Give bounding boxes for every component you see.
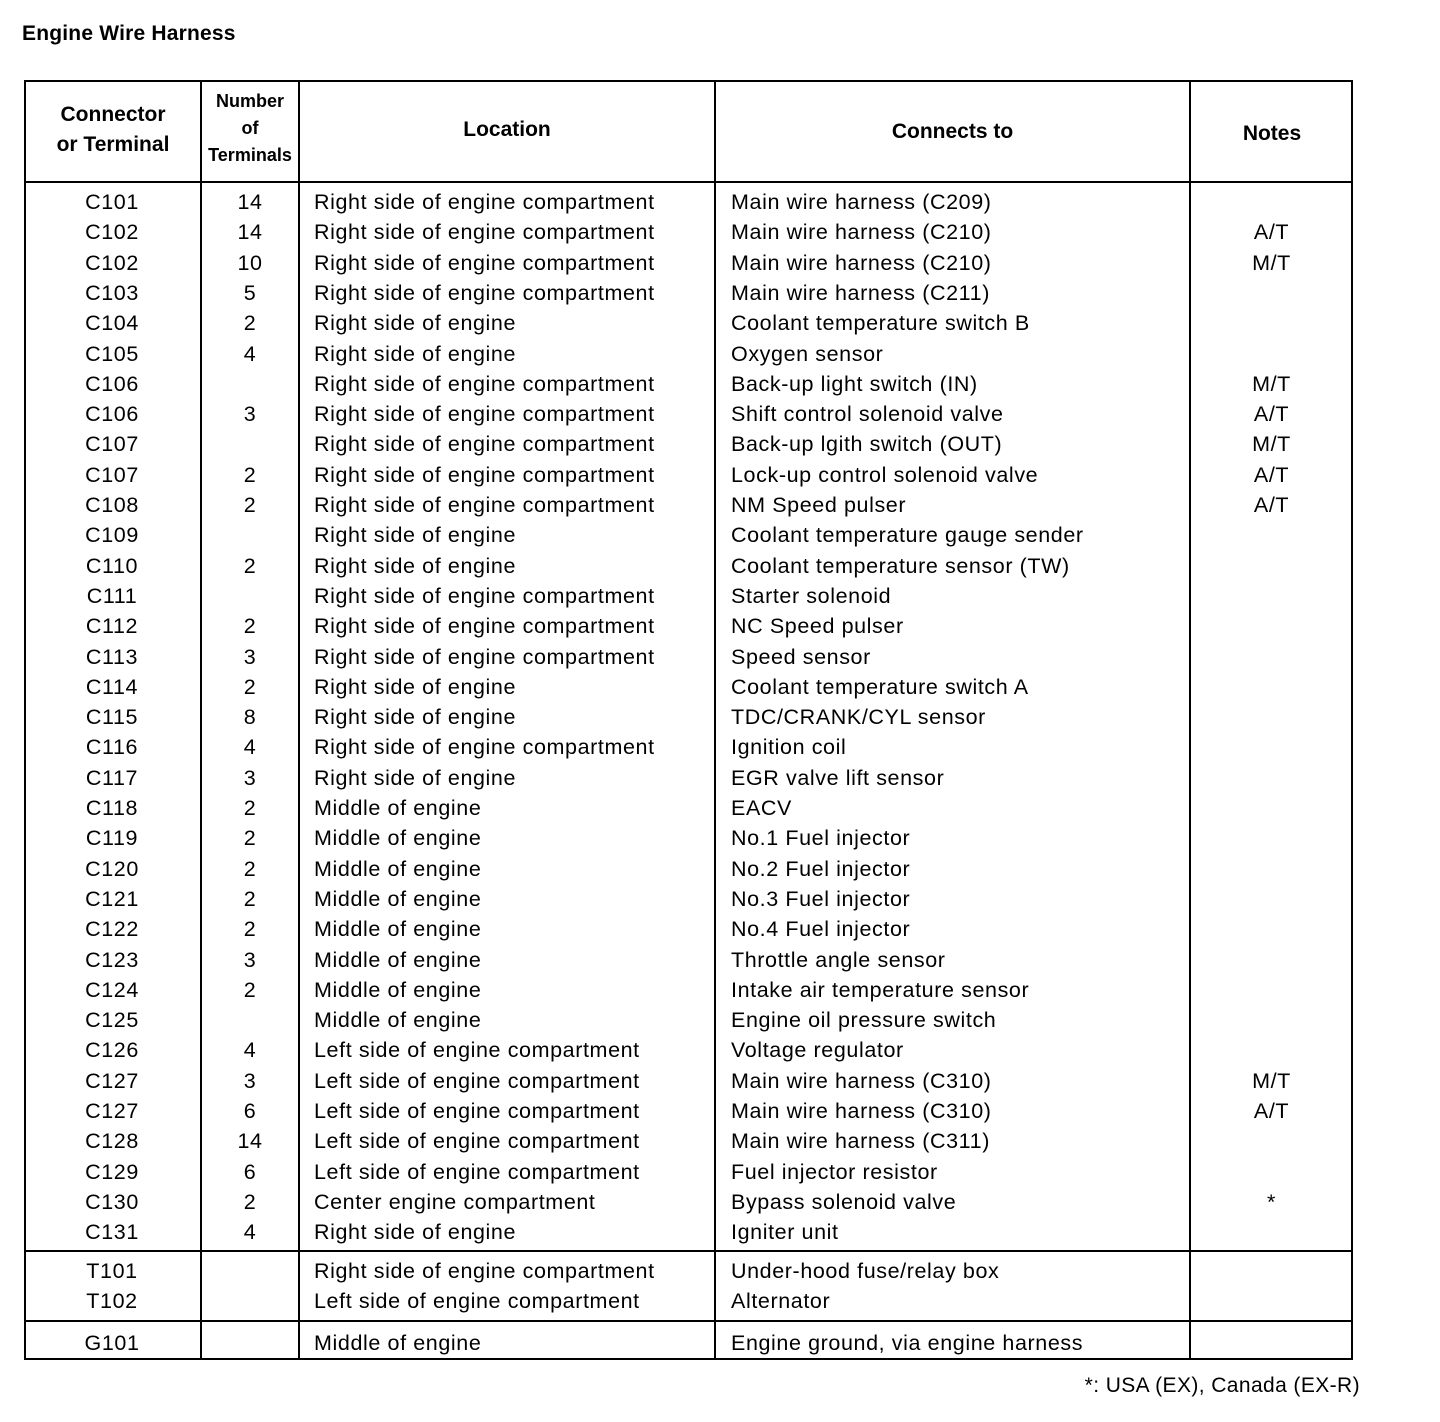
connector-cell: C109: [85, 523, 139, 548]
terminal-count-cell: 14: [237, 220, 263, 245]
connector-cell: C119: [85, 826, 139, 851]
connector-cell: C131: [85, 1220, 139, 1245]
location-cell: Right side of engine compartment: [314, 371, 655, 396]
connector-cell: C116: [85, 735, 139, 760]
connector-cell: C126: [85, 1038, 139, 1063]
table-row: [24, 217, 1353, 247]
table-row: [24, 1286, 1353, 1316]
terminal-count-cell: 6: [243, 1099, 257, 1123]
terminal-count-cell: 3: [243, 644, 257, 669]
table-row: [24, 1256, 1353, 1286]
terminal-count-cell: 3: [243, 402, 257, 427]
location-cell: Middle of engine: [314, 977, 482, 1002]
location-cell: Middle of engine: [314, 796, 482, 820]
terminal-count-cell: 10: [237, 250, 263, 275]
footnote: *: USA (EX), Canada (EX-R): [1084, 1374, 1360, 1397]
location-cell: Middle of engine: [314, 917, 482, 942]
table-row: [24, 611, 1353, 641]
connector-cell: T101: [86, 1259, 138, 1283]
connects-to-cell: Back-up lgith switch (OUT): [731, 432, 1003, 457]
terminal-count-cell: 6: [243, 1159, 257, 1184]
location-cell: Middle of engine: [314, 1331, 482, 1355]
location-cell: Middle of engine: [314, 826, 482, 851]
connector-cell: C107: [85, 462, 139, 487]
location-cell: Right side of engine compartment: [314, 280, 655, 305]
table-row: [24, 702, 1353, 732]
connects-to-cell: TDC/CRANK/CYL sensor: [731, 705, 986, 730]
connects-to-cell: Coolant temperature switch A: [731, 674, 1029, 699]
notes-cell: A/T: [1253, 220, 1290, 245]
terminal-count-cell: 2: [243, 826, 257, 851]
table-row: [24, 732, 1353, 762]
page-title: Engine Wire Harness: [22, 22, 236, 45]
header-divider: [24, 181, 1353, 183]
location-cell: Right side of engine: [314, 341, 517, 366]
connects-to-cell: Oxygen sensor: [731, 341, 884, 366]
connects-to-cell: Main wire harness (C310): [731, 1068, 992, 1093]
table-row: [24, 490, 1353, 520]
table-row: [24, 339, 1353, 369]
terminal-count-cell: 4: [243, 1220, 257, 1245]
connects-to-cell: Coolant temperature sensor (TW): [731, 553, 1070, 578]
table-row: [24, 793, 1353, 823]
connects-to-cell: Speed sensor: [731, 644, 871, 669]
table-row: [24, 278, 1353, 308]
terminal-count-cell: 2: [243, 674, 257, 699]
location-cell: Right side of engine compartment: [314, 432, 655, 457]
location-cell: Right side of engine compartment: [314, 644, 655, 669]
connector-cell: C121: [85, 886, 139, 911]
table-row: [24, 1187, 1353, 1217]
connector-cell: G101: [84, 1331, 140, 1355]
notes-cell: A/T: [1253, 1099, 1290, 1123]
connects-to-cell: Main wire harness (C209): [731, 190, 992, 214]
location-cell: Right side of engine compartment: [314, 735, 655, 760]
header-connector: [26, 100, 200, 160]
connector-cell: C111: [86, 583, 138, 608]
terminal-count-cell: 2: [243, 493, 257, 517]
location-cell: Left side of engine compartment: [314, 1099, 640, 1123]
location-cell: Right side of engine compartment: [314, 1259, 655, 1283]
table-row: [24, 1217, 1353, 1247]
terminal-count-cell: 5: [243, 280, 257, 305]
connects-to-cell: No.2 Fuel injector: [731, 856, 911, 881]
terminal-count-cell: 2: [243, 614, 257, 639]
location-cell: Left side of engine compartment: [314, 1289, 640, 1314]
terminal-count-cell: 3: [243, 1068, 257, 1093]
location-cell: Right side of engine compartment: [314, 583, 655, 608]
location-cell: Left side of engine compartment: [314, 1038, 640, 1063]
connector-cell: C112: [85, 614, 139, 639]
connects-to-cell: Ignition coil: [731, 735, 847, 760]
connector-cell: C125: [85, 1008, 139, 1033]
connector-cell: C120: [85, 856, 139, 881]
connects-to-cell: Main wire harness (C210): [731, 250, 992, 275]
connector-cell: C118: [85, 796, 139, 820]
location-cell: Right side of engine compartment: [314, 493, 655, 517]
table-row: [24, 399, 1353, 429]
table-row: [24, 520, 1353, 550]
table-row: [24, 581, 1353, 611]
connector-cell: C102: [85, 220, 139, 245]
location-cell: Middle of engine: [314, 886, 482, 911]
table-row: [24, 914, 1353, 944]
table-row: [24, 1126, 1353, 1156]
terminal-count-cell: 2: [243, 311, 257, 336]
table-row: [24, 975, 1353, 1005]
header-num-line1: Number: [215, 91, 284, 111]
table-row: [24, 884, 1353, 914]
connector-cell: C104: [85, 311, 139, 336]
connector-cell: C106: [85, 402, 139, 427]
connector-cell: C117: [85, 765, 139, 790]
location-cell: Middle of engine: [314, 1008, 482, 1033]
connects-to-cell: Intake air temperature sensor: [731, 977, 1030, 1002]
connector-cell: C101: [85, 190, 139, 214]
table-row: [24, 460, 1353, 490]
table-row: [24, 308, 1353, 338]
connects-to-cell: No.3 Fuel injector: [731, 886, 911, 911]
location-cell: Right side of engine compartment: [314, 462, 655, 487]
table-row: [24, 1328, 1353, 1358]
terminal-count-cell: 4: [243, 341, 257, 366]
connects-to-cell: Engine ground, via engine harness: [731, 1331, 1084, 1355]
connector-cell: T102: [86, 1289, 138, 1314]
location-cell: Middle of engine: [314, 947, 482, 972]
location-cell: Right side of engine compartment: [314, 250, 655, 275]
connects-to-cell: Voltage regulator: [731, 1038, 904, 1063]
location-cell: Right side of engine compartment: [314, 190, 655, 214]
table-row: [24, 854, 1353, 884]
connects-to-cell: Main wire harness (C210): [731, 220, 992, 245]
header-num-line3: Terminals: [208, 145, 292, 165]
connector-cell: C110: [85, 553, 139, 578]
connector-cell: C129: [85, 1159, 139, 1184]
table-row: [24, 672, 1353, 702]
terminal-count-cell: 2: [243, 856, 257, 881]
table-row: [24, 763, 1353, 793]
table-row: [24, 187, 1353, 217]
table-row: [24, 248, 1353, 278]
connector-cell: C107: [85, 432, 139, 457]
connects-to-cell: Main wire harness (C310): [731, 1099, 992, 1123]
table-row: [24, 1096, 1353, 1126]
connects-to-cell: Coolant temperature switch B: [731, 311, 1030, 336]
notes-cell: A/T: [1253, 493, 1290, 517]
location-cell: Right side of engine: [314, 765, 517, 790]
connector-cell: C128: [85, 1129, 139, 1154]
terminal-count-cell: 2: [243, 977, 257, 1002]
location-cell: Right side of engine: [314, 553, 517, 578]
connects-to-cell: NM Speed pulser: [731, 493, 907, 517]
table-row: [24, 1066, 1353, 1096]
connects-to-cell: Igniter unit: [731, 1220, 839, 1245]
connects-to-cell: No.1 Fuel injector: [731, 826, 911, 851]
connector-cell: C124: [85, 977, 139, 1002]
notes-cell: M/T: [1252, 1068, 1291, 1093]
notes-cell: A/T: [1253, 402, 1290, 427]
location-cell: Center engine compartment: [314, 1189, 596, 1214]
connects-to-cell: Under-hood fuse/relay box: [731, 1259, 1000, 1283]
connects-to-cell: Back-up light switch (IN): [731, 371, 978, 396]
table-row: [24, 945, 1353, 975]
terminal-count-cell: 2: [243, 1189, 257, 1214]
connects-to-cell: No.4 Fuel injector: [731, 917, 911, 942]
location-cell: Right side of engine compartment: [314, 402, 655, 427]
notes-cell: M/T: [1252, 250, 1291, 275]
connects-to-cell: Throttle angle sensor: [731, 947, 946, 972]
terminal-count-cell: 4: [243, 735, 257, 760]
location-cell: Right side of engine compartment: [314, 220, 655, 245]
header-connector-line2: or Terminal: [56, 133, 170, 156]
table-row: [24, 642, 1353, 672]
terminal-count-cell: 2: [243, 886, 257, 911]
connector-cell: C122: [85, 917, 139, 942]
header-notes: Notes: [1242, 122, 1302, 145]
table-row: [24, 1005, 1353, 1035]
table-row: [24, 551, 1353, 581]
terminal-count-cell: 2: [243, 917, 257, 942]
table-row: [24, 1035, 1353, 1065]
terminal-count-cell: 14: [237, 190, 263, 214]
table-row: [24, 1157, 1353, 1187]
header-connector-line1: Connector: [60, 103, 166, 126]
notes-cell: *: [1267, 1189, 1276, 1214]
location-cell: Right side of engine: [314, 311, 517, 336]
connects-to-cell: EACV: [731, 796, 792, 820]
header-num-line2: of: [241, 118, 259, 138]
connector-cell: C113: [85, 644, 139, 669]
terminal-count-cell: 8: [243, 705, 257, 730]
connector-cell: C115: [85, 705, 139, 730]
table-row: [24, 823, 1353, 853]
connector-cell: C127: [85, 1068, 139, 1093]
connects-to-cell: NC Speed pulser: [731, 614, 904, 639]
notes-cell: M/T: [1252, 432, 1291, 457]
header-number-of-terminals: [200, 88, 300, 169]
connects-to-cell: Starter solenoid: [731, 583, 892, 608]
connector-cell: C127: [85, 1099, 139, 1123]
connector-cell: C103: [85, 280, 139, 305]
header-connects-to: Connects to: [891, 120, 1014, 143]
connector-cell: C102: [85, 250, 139, 275]
terminal-count-cell: 3: [243, 947, 257, 972]
terminal-count-cell: 4: [243, 1038, 257, 1063]
terminal-count-cell: 3: [243, 765, 257, 790]
location-cell: Right side of engine: [314, 674, 517, 699]
location-cell: Left side of engine compartment: [314, 1129, 640, 1154]
location-cell: Right side of engine: [314, 705, 517, 730]
location-cell: Right side of engine: [314, 523, 517, 548]
location-cell: Middle of engine: [314, 856, 482, 881]
location-cell: Right side of engine compartment: [314, 614, 655, 639]
connects-to-cell: Bypass solenoid valve: [731, 1189, 957, 1214]
terminal-count-cell: 2: [243, 796, 257, 820]
notes-cell: A/T: [1253, 462, 1290, 487]
connector-cell: C123: [85, 947, 139, 972]
terminal-count-cell: 2: [243, 462, 257, 487]
connects-to-cell: Shift control solenoid valve: [731, 402, 1004, 427]
table-row: [24, 429, 1353, 459]
connector-cell: C114: [85, 674, 139, 699]
section-divider: [24, 1320, 1353, 1322]
location-cell: Left side of engine compartment: [314, 1068, 640, 1093]
connector-cell: C130: [85, 1189, 139, 1214]
table-row: [24, 369, 1353, 399]
notes-cell: M/T: [1252, 371, 1291, 396]
connector-cell: C105: [85, 341, 139, 366]
location-cell: Right side of engine: [314, 1220, 517, 1245]
connector-cell: C106: [85, 371, 139, 396]
terminal-count-cell: 14: [237, 1129, 263, 1154]
header-location: Location: [463, 118, 551, 141]
connects-to-cell: Engine oil pressure switch: [731, 1008, 997, 1033]
connects-to-cell: Alternator: [731, 1289, 831, 1314]
connects-to-cell: Fuel injector resistor: [731, 1159, 938, 1184]
terminal-count-cell: 2: [243, 553, 257, 578]
connects-to-cell: Main wire harness (C311): [731, 1129, 990, 1154]
connects-to-cell: Main wire harness (C211): [731, 280, 990, 305]
connects-to-cell: Coolant temperature gauge sender: [731, 523, 1084, 548]
location-cell: Left side of engine compartment: [314, 1159, 640, 1184]
section-divider: [24, 1250, 1353, 1252]
connector-cell: C108: [85, 493, 139, 517]
connects-to-cell: EGR valve lift sensor: [731, 765, 945, 790]
connects-to-cell: Lock-up control solenoid valve: [731, 462, 1039, 487]
